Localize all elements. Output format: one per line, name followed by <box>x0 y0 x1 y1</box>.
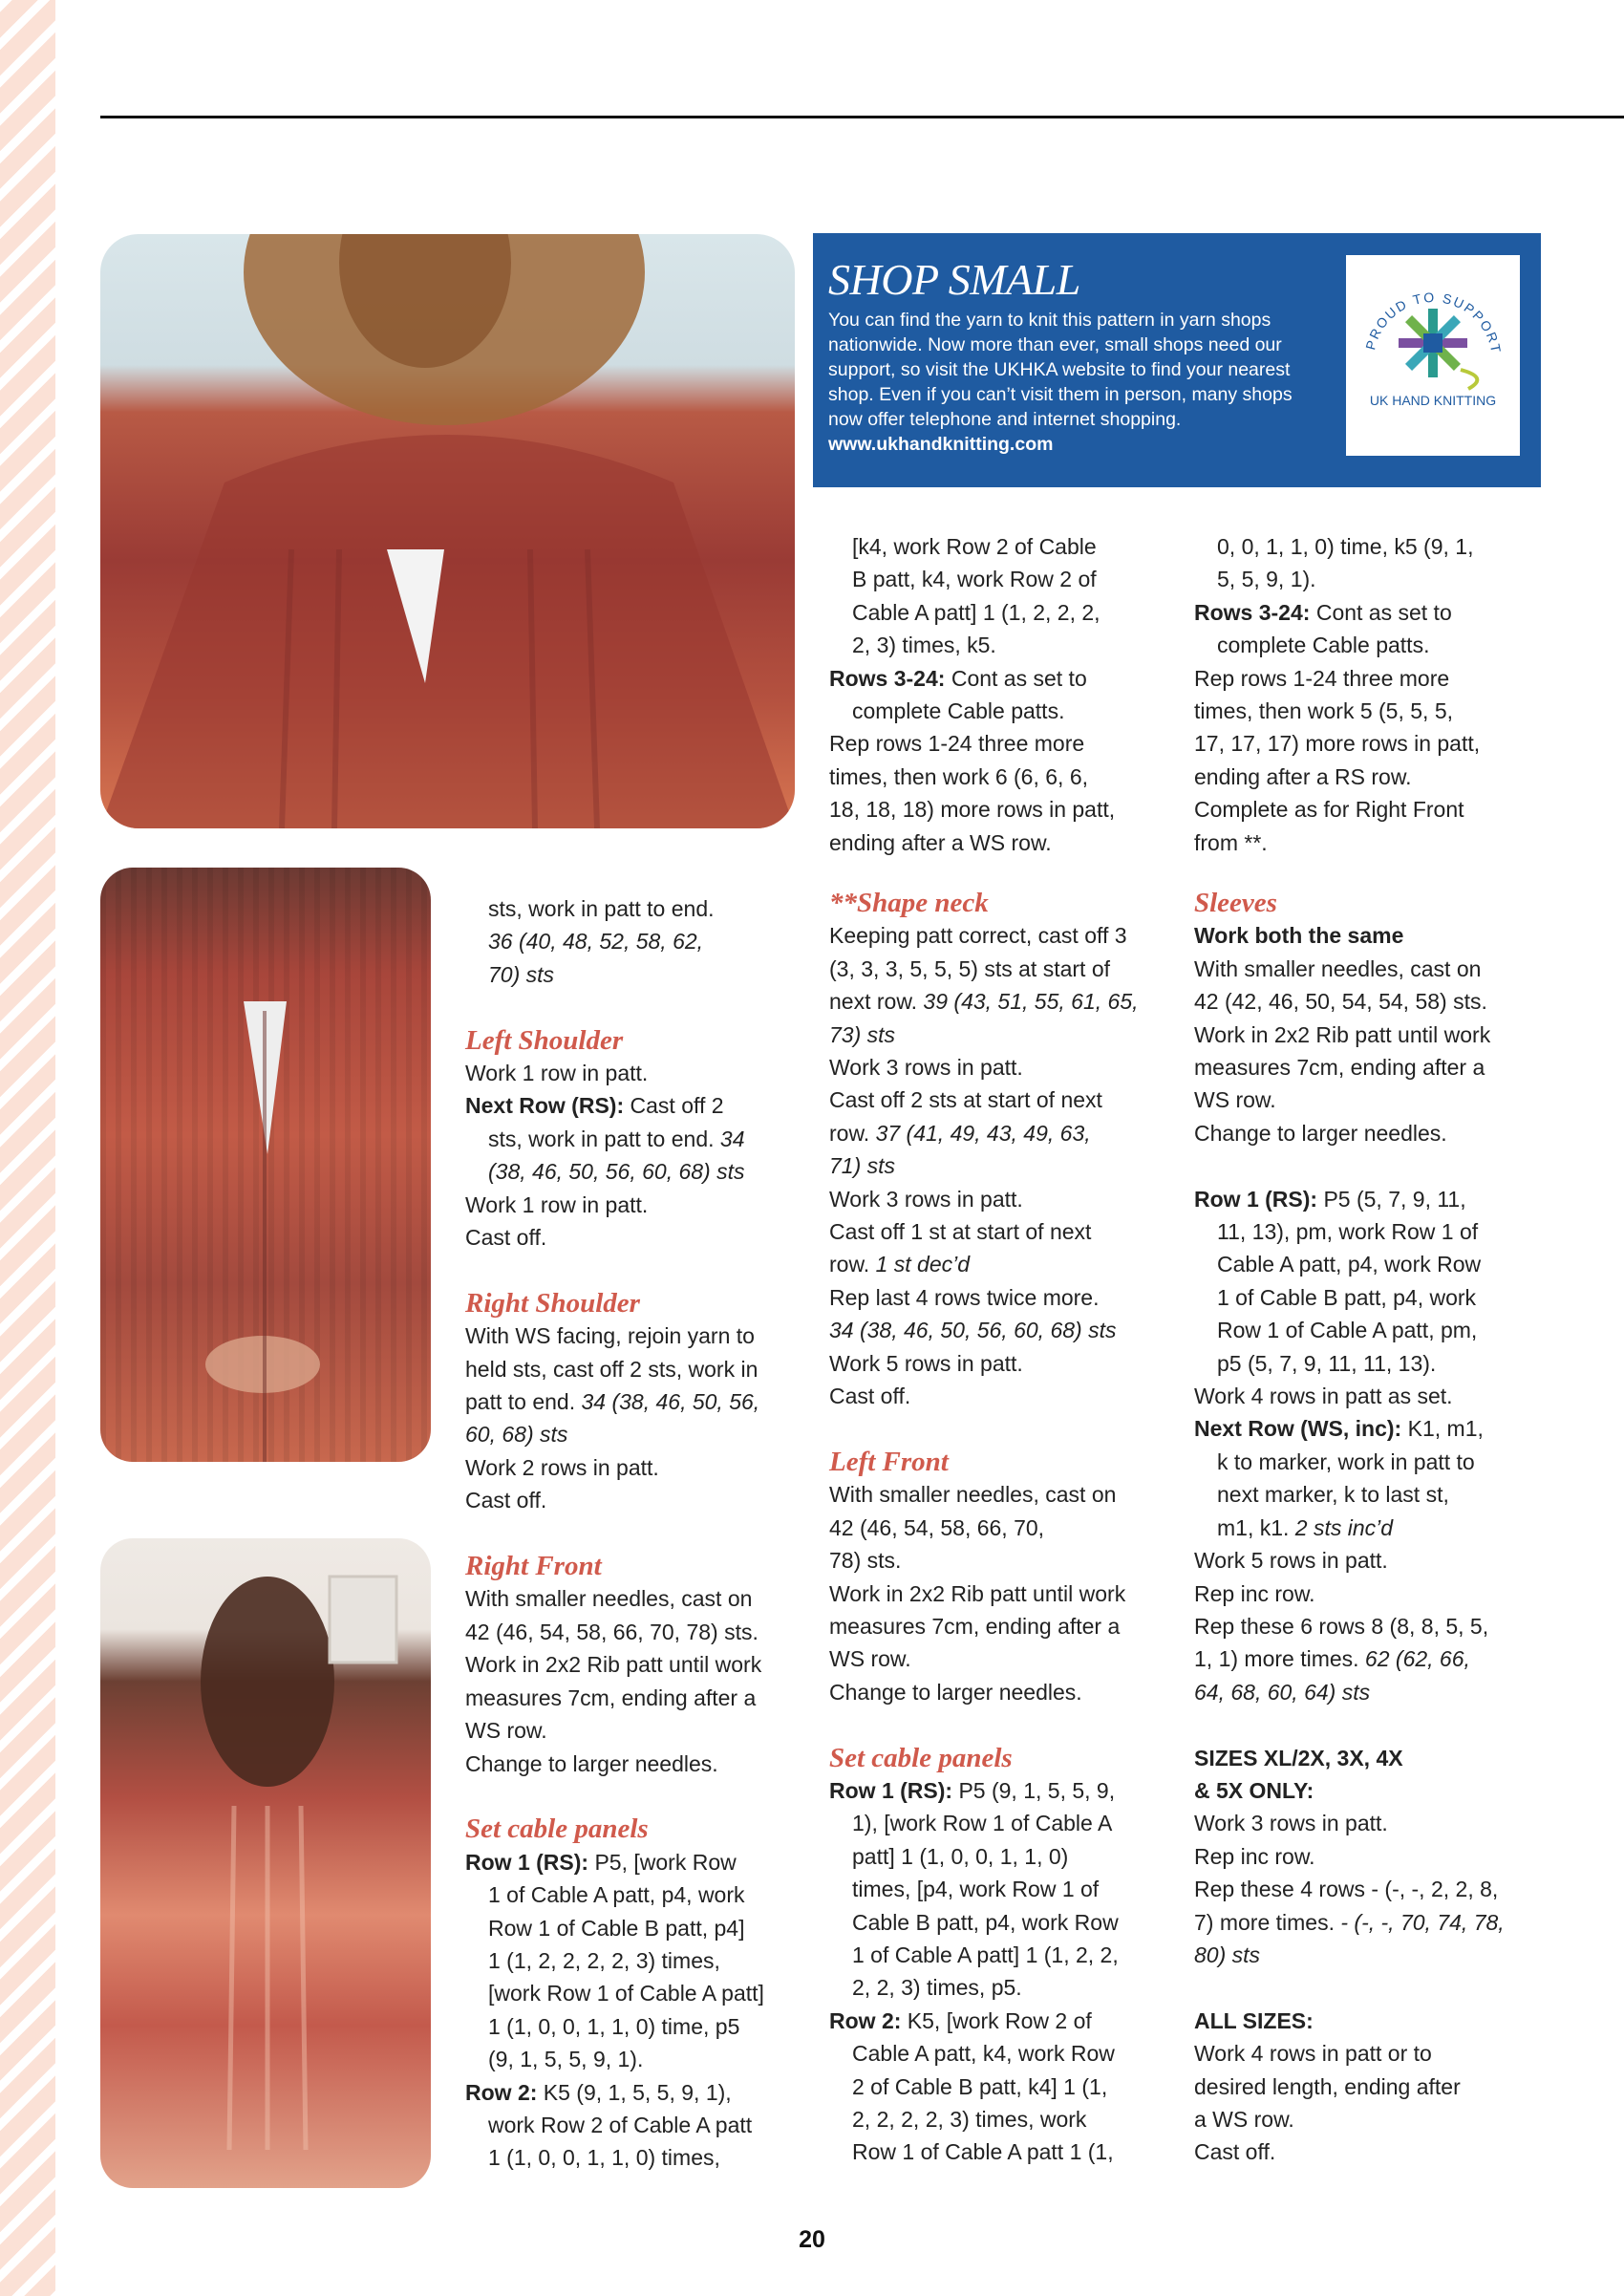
photo-cardigan-back <box>100 1538 431 2188</box>
text-line: Cable B patt, p4, work Row <box>852 1909 1119 1935</box>
text-line: ALL SIZES: <box>1194 2007 1314 2033</box>
text-line: 2 of Cable B patt, k4] 1 (1, <box>852 2073 1108 2099</box>
text-line: With smaller needles, cast on <box>829 1482 1117 1508</box>
text-line: next row. 39 (43, 51, 55, 61, 65, <box>829 989 1139 1015</box>
text-line: 73) sts <box>829 1021 896 1047</box>
text-line: times, [p4, work Row 1 of <box>852 1877 1100 1902</box>
text-line: complete Cable patts. <box>1217 633 1430 658</box>
text-line: Cable A patt, k4, work Row <box>852 2041 1115 2067</box>
heading-set-cable-panels: Set cable panels <box>465 1813 649 1845</box>
text-line: Next Row (WS, inc): K1, m1, <box>1194 1416 1484 1442</box>
text-line: Rep inc row. <box>1194 1843 1315 1869</box>
text-line: Row 1 (RS): P5 (5, 7, 9, 11, <box>1194 1186 1466 1212</box>
text-line: from **. <box>1194 829 1268 855</box>
text-line: Cast off. <box>1194 2139 1276 2165</box>
svg-text:PROUD TO SUPPORT: PROUD TO SUPPORT <box>1362 289 1505 356</box>
photo-cardigan-front-full <box>100 868 431 1462</box>
text-line: Complete as for Right Front <box>1194 797 1464 823</box>
column-2-bottom <box>829 887 1173 2169</box>
text-line: Work 3 rows in patt. <box>829 1055 1023 1081</box>
heading-shape-neck: **Shape neck <box>829 888 989 918</box>
text-line: Work 3 rows in patt. <box>1194 1811 1388 1836</box>
text-line: [k4, work Row 2 of Cable <box>852 534 1097 559</box>
text-line: 1 of Cable A patt] 1 (1, 2, 2, <box>852 1942 1119 1967</box>
text-line: With smaller needles, cast on <box>1194 955 1482 981</box>
text-line: patt] 1 (1, 0, 0, 1, 1, 0) <box>852 1843 1069 1869</box>
text-line: measures 7cm, ending after a <box>1194 1055 1485 1081</box>
text-line: Row 2: K5 (9, 1, 5, 5, 9, 1), <box>465 2079 732 2105</box>
text-line: 71) sts <box>829 1153 896 1179</box>
text-line: Rows 3-24: Cont as set to <box>829 665 1087 691</box>
text-line: p5 (5, 7, 9, 11, 11, 13). <box>1217 1350 1437 1376</box>
text-line: Work 3 rows in patt. <box>829 1186 1023 1212</box>
page-number: 20 <box>799 2226 825 2253</box>
text-line: 64, 68, 60, 64) sts <box>1194 1679 1371 1705</box>
text-line: 42 (42, 46, 50, 54, 54, 58) sts. <box>1194 989 1487 1015</box>
text-line: 78) sts. <box>829 1548 902 1574</box>
text-line: row. 1 st dec’d <box>829 1252 971 1277</box>
text-line: work Row 2 of Cable A patt <box>488 2112 753 2137</box>
text-line: 17, 17, 17) more rows in patt, <box>1194 731 1481 757</box>
text-line: 42 (46, 54, 58, 66, 70, 78) sts. <box>465 1619 759 1644</box>
text-line: Rows 3-24: Cont as set to <box>1194 599 1452 625</box>
text-line: Rep rows 1-24 three more <box>1194 665 1450 691</box>
text-line: & 5X ONLY: <box>1194 1777 1314 1803</box>
shop-small-text: You can find the yarn to knit this pattern in yarn shops nationwide. Now more than ever, small shops need our support, so visit the UKHKA website to find your nearest shop. Even if you can’t visit them in person, many shops now offer telephone and internet shopping. www.ukhandknitting.com <box>828 310 1293 455</box>
text-line: Change to larger needles. <box>465 1750 718 1776</box>
text-line: Work 4 rows in patt or to <box>1194 2041 1432 2067</box>
text-line: Cable A patt, p4, work Row <box>1217 1252 1482 1277</box>
heading-set-cable-panels-2: Set cable panels <box>829 1742 1013 1773</box>
text-line: desired length, ending after <box>1194 2073 1461 2099</box>
text-line: Row 1 of Cable A patt, pm, <box>1217 1318 1478 1343</box>
heading-left-front: Left Front <box>829 1446 949 1477</box>
text-line: 1 of Cable A patt, p4, work <box>488 1882 745 1908</box>
text-line: times, then work 5 (5, 5, 5, <box>1194 698 1454 724</box>
text-line: 1 (1, 2, 2, 2, 2, 3) times, <box>488 1947 720 1973</box>
shop-small-box <box>813 233 1541 487</box>
text-line: 2, 2, 2, 2, 3) times, work <box>852 2107 1087 2132</box>
text-line: Work 1 row in patt. <box>465 1061 649 1086</box>
text-line: B patt, k4, work Row 2 of <box>852 567 1097 592</box>
column-3-bottom <box>1194 887 1548 2169</box>
text-line: held sts, cast off 2 sts, work in <box>465 1356 759 1382</box>
text-line: 0, 0, 1, 1, 0) time, k5 (9, 1, <box>1217 534 1474 559</box>
text-line: 18, 18, 18) more rows in patt, <box>829 797 1116 823</box>
text-line: ending after a RS row. <box>1194 763 1412 789</box>
text-line: Rep last 4 rows twice more. <box>829 1284 1100 1310</box>
text-line: Row 2: K5, [work Row 2 of <box>829 2007 1092 2033</box>
text-line: 60, 68) sts <box>465 1422 568 1448</box>
text-line: Work 1 row in patt. <box>465 1191 649 1217</box>
text-line: WS row. <box>1194 1087 1276 1113</box>
text-line: sts, work in patt to end. <box>488 896 715 921</box>
text-line: measures 7cm, ending after a <box>465 1684 757 1710</box>
text-line: (38, 46, 50, 56, 60, 68) sts <box>488 1159 745 1185</box>
text-line: measures 7cm, ending after a <box>829 1613 1121 1639</box>
text-line: 7) more times. - (-, -, 70, 74, 78, <box>1194 1909 1505 1935</box>
text-line: Row 1 (RS): P5, [work Row <box>465 1849 737 1875</box>
shop-small-title: SHOP SMALL <box>828 255 1080 304</box>
text-line: row. 37 (41, 49, 43, 49, 63, <box>829 1120 1091 1146</box>
uk-hand-knitting-logo <box>1346 255 1520 456</box>
text-line: ending after a WS row. <box>829 829 1052 855</box>
text-line: Work 5 rows in patt. <box>829 1350 1023 1376</box>
text-line: With WS facing, rejoin yarn to <box>465 1323 755 1349</box>
text-line: sts, work in patt to end. 34 <box>488 1126 745 1151</box>
text-line: (3, 3, 3, 5, 5, 5) sts at start of <box>829 955 1111 981</box>
text-line: (9, 1, 5, 5, 9, 1). <box>488 2047 644 2072</box>
text-line: Cast off. <box>465 1225 547 1251</box>
text-line: 80) sts <box>1194 1942 1261 1967</box>
text-line: Work both the same <box>1194 923 1404 949</box>
text-line: 2, 3) times, k5. <box>852 633 996 658</box>
text-line: 1), [work Row 1 of Cable A <box>852 1811 1113 1836</box>
heading-right-shoulder: Right Shoulder <box>465 1287 640 1319</box>
text-line: Work 4 rows in patt as set. <box>1194 1384 1453 1409</box>
text-line: 42 (46, 54, 58, 66, 70, <box>829 1514 1045 1540</box>
text-line: Cast off 2 sts at start of next <box>829 1087 1102 1113</box>
ukhka-website-link[interactable]: www.ukhandknitting.com <box>828 434 1054 455</box>
text-line: Work 2 rows in patt. <box>465 1454 659 1480</box>
text-line: Cast off. <box>465 1488 547 1513</box>
text-line: Rep inc row. <box>1194 1580 1315 1606</box>
text-line: complete Cable patts. <box>852 698 1065 724</box>
text-line: Cable A patt] 1 (1, 2, 2, 2, <box>852 599 1100 625</box>
column-2-top <box>829 530 1173 859</box>
text-line: 70) sts <box>488 961 555 987</box>
photo-cardigan-front-closeup <box>100 234 795 828</box>
column-1 <box>465 892 800 2175</box>
text-line: 1 of Cable B patt, p4, work <box>1217 1284 1477 1310</box>
heading-sleeves: Sleeves <box>1194 888 1277 918</box>
text-line: Work in 2x2 Rib patt until work <box>465 1652 762 1678</box>
heading-left-shoulder: Left Shoulder <box>465 1024 624 1056</box>
text-line: Rep these 6 rows 8 (8, 8, 5, 5, <box>1194 1613 1489 1639</box>
text-line: m1, k1. 2 sts inc’d <box>1217 1514 1394 1540</box>
text-line: [work Row 1 of Cable A patt] <box>488 1981 764 2006</box>
text-line: Change to larger needles. <box>829 1679 1082 1705</box>
text-line: Next Row (RS): Cast off 2 <box>465 1093 724 1119</box>
text-line: WS row. <box>829 1646 911 1672</box>
text-line: Rep rows 1-24 three more <box>829 731 1085 757</box>
text-line: Keeping patt correct, cast off 3 <box>829 923 1127 949</box>
text-line: Rep these 4 rows - (-, -, 2, 2, 8, <box>1194 1877 1499 1902</box>
heading-right-front: Right Front <box>465 1551 602 1582</box>
header-rule <box>100 116 1624 118</box>
text-line: Row 1 (RS): P5 (9, 1, 5, 5, 9, <box>829 1777 1116 1803</box>
text-line: Work in 2x2 Rib patt until work <box>829 1580 1126 1606</box>
text-line: 5, 5, 9, 1). <box>1217 567 1316 592</box>
text-line: patt to end. 34 (38, 46, 50, 56, <box>465 1389 760 1415</box>
text-line: times, then work 6 (6, 6, 6, <box>829 763 1089 789</box>
text-line: 1, 1) more times. 62 (62, 66, <box>1194 1646 1470 1672</box>
text-line: 34 (38, 46, 50, 56, 60, 68) sts <box>829 1318 1117 1343</box>
text-line: Work 5 rows in patt. <box>1194 1548 1388 1574</box>
text-line: 1 (1, 0, 0, 1, 1, 0) times, <box>488 2145 720 2171</box>
text-line: WS row. <box>465 1718 547 1744</box>
text-line: k to marker, work in patt to <box>1217 1448 1475 1474</box>
text-line: Cast off. <box>829 1384 911 1409</box>
text-line: Work in 2x2 Rib patt until work <box>1194 1021 1491 1047</box>
text-line: Cast off 1 st at start of next <box>829 1219 1092 1245</box>
text-line: SIZES XL/2X, 3X, 4X <box>1194 1745 1403 1770</box>
text-line: 11, 13), pm, work Row 1 of <box>1217 1219 1479 1245</box>
text-line: 36 (40, 48, 52, 58, 62, <box>488 929 704 955</box>
text-line: a WS row. <box>1194 2106 1294 2132</box>
text-line: Change to larger needles. <box>1194 1120 1447 1146</box>
text-line: 2, 2, 3) times, p5. <box>852 1975 1022 2001</box>
decorative-border <box>0 0 55 2296</box>
ukhka-label: UK HAND KNITTING <box>1369 393 1497 408</box>
text-line: next marker, k to last st, <box>1217 1482 1449 1508</box>
text-line: 1 (1, 0, 0, 1, 1, 0) time, p5 <box>488 2013 740 2039</box>
column-3-top <box>1194 530 1548 859</box>
text-line: Row 1 of Cable A patt 1 (1, <box>852 2139 1114 2165</box>
text-line: With smaller needles, cast on <box>465 1586 753 1612</box>
text-line: Row 1 of Cable B patt, p4] <box>488 1915 745 1941</box>
